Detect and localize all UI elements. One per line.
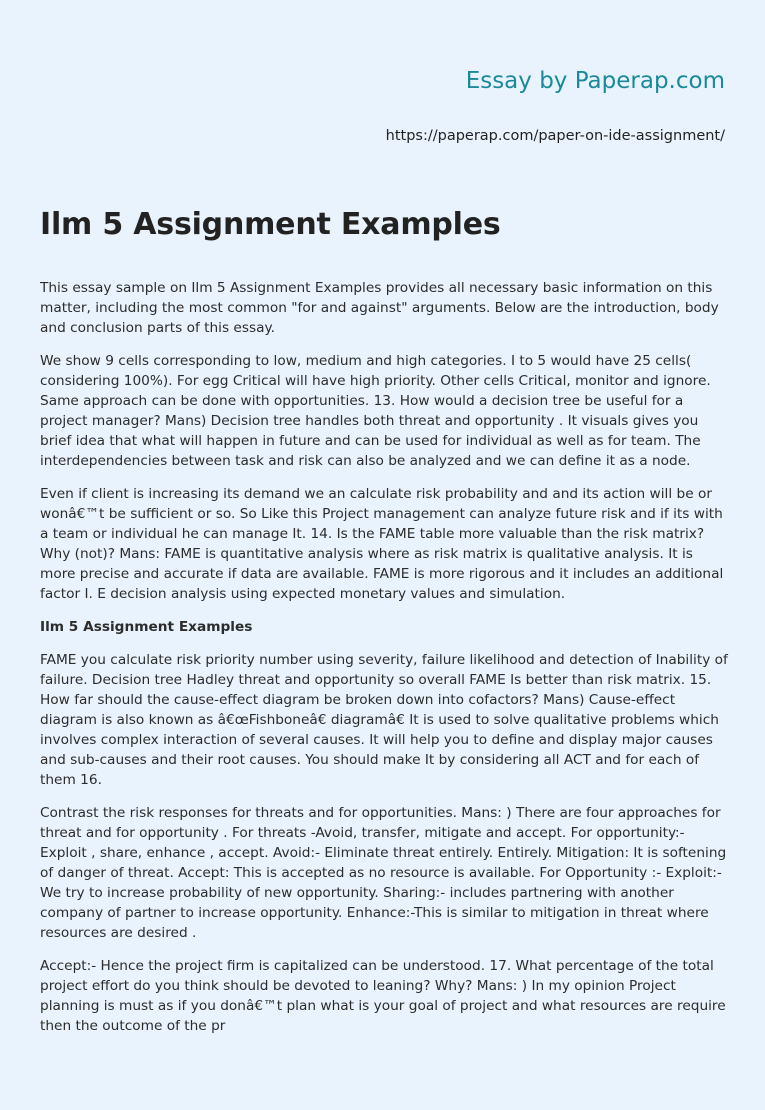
paragraph: Even if client is increasing its demand we an calculate risk probability and and its action will be or wonâ€™t be sufficient or so. So Like this Project management can analyze future risk and if its with a team or individual he can manage It. 14. Is the FAME table more valuable than the risk matrix? Why (not)? Mans: FAME is quantitative analysis where as risk matrix is qualitative analysis. It is more precise and accurate if data are available. FAME is more rigorous and it includes an additional factor I. E decision analysis using expected monetary values and simulation. (40, 486, 724, 602)
paragraph: Contrast the risk responses for threats and for opportunities. Mans: ) There are four approaches for threat and for opportunity . For threats -Avoid, transfer, mitigate and accept. For opportunity:- Exploit , share, enhance , accept. Avoid:- Eliminate threat entirely. Entirely. Mitigation: It is softening of danger of threat. Accept: This is accepted as no resource is available. For Opportunity :- Exploit:- We try to increase probability of new opportunity. Sharing:- includes partnering with another company of partner to increase opportunity. Enhance:-This is similar to mitigation in threat where resources are desired . (40, 805, 727, 941)
section-subheading: Ilm 5 Assignment Examples (40, 619, 253, 635)
page-title: Ilm 5 Assignment Examples (40, 207, 501, 242)
site-brand[interactable]: Essay by Paperap.com (465, 68, 725, 94)
paragraph: We show 9 cells corresponding to low, medium and high categories. I to 5 would have 25 cells( considering 100%). For egg Critical will have high priority. Other cells Critical, monitor and ignore. Same approach can be done with opportunities. 13. How would a decision tree be useful for a project manager? Mans) Decision tree handles both threat and opportunity . It visuals gives you brief idea that what will happen in future and can be used for individual as well as for team. The interdependencies between task and risk can also be analyzed and we can define it as a node. (40, 353, 711, 469)
paragraph-intro: This essay sample on Ilm 5 Assignment Examples provides all necessary basic information on this matter, including the most common "for and against" arguments. Below are the introduction, body and conclusion parts of this essay. (40, 280, 719, 336)
source-url[interactable]: https://paperap.com/paper-on-ide-assignment/ (385, 128, 725, 144)
paragraph: FAME you calculate risk priority number using severity, failure likelihood and detection of Inability of failure. Decision tree Hadley threat and opportunity so overall FAME Is better than risk matrix. 15. How far should the cause-effect diagram be broken down into cofactors? Mans) Cause-effect diagram is also known as â€œFishboneâ€ diagramâ€ It is used to solve qualitative problems which involves complex interaction of several causes. It will help you to define and display major causes and sub-causes and their root causes. You should make It by considering all ACT and for each of them 16. (40, 652, 728, 788)
paragraph: Accept:- Hence the project firm is capitalized can be understood. 17. What percentage of the total project effort do you think should be devoted to leaning? Why? Mans: ) In my opinion Project planning is must as if you donâ€™t plan what is your goal of project and what resources are require then the outcome of the pr (40, 958, 726, 1034)
essay-body (40, 278, 728, 1049)
